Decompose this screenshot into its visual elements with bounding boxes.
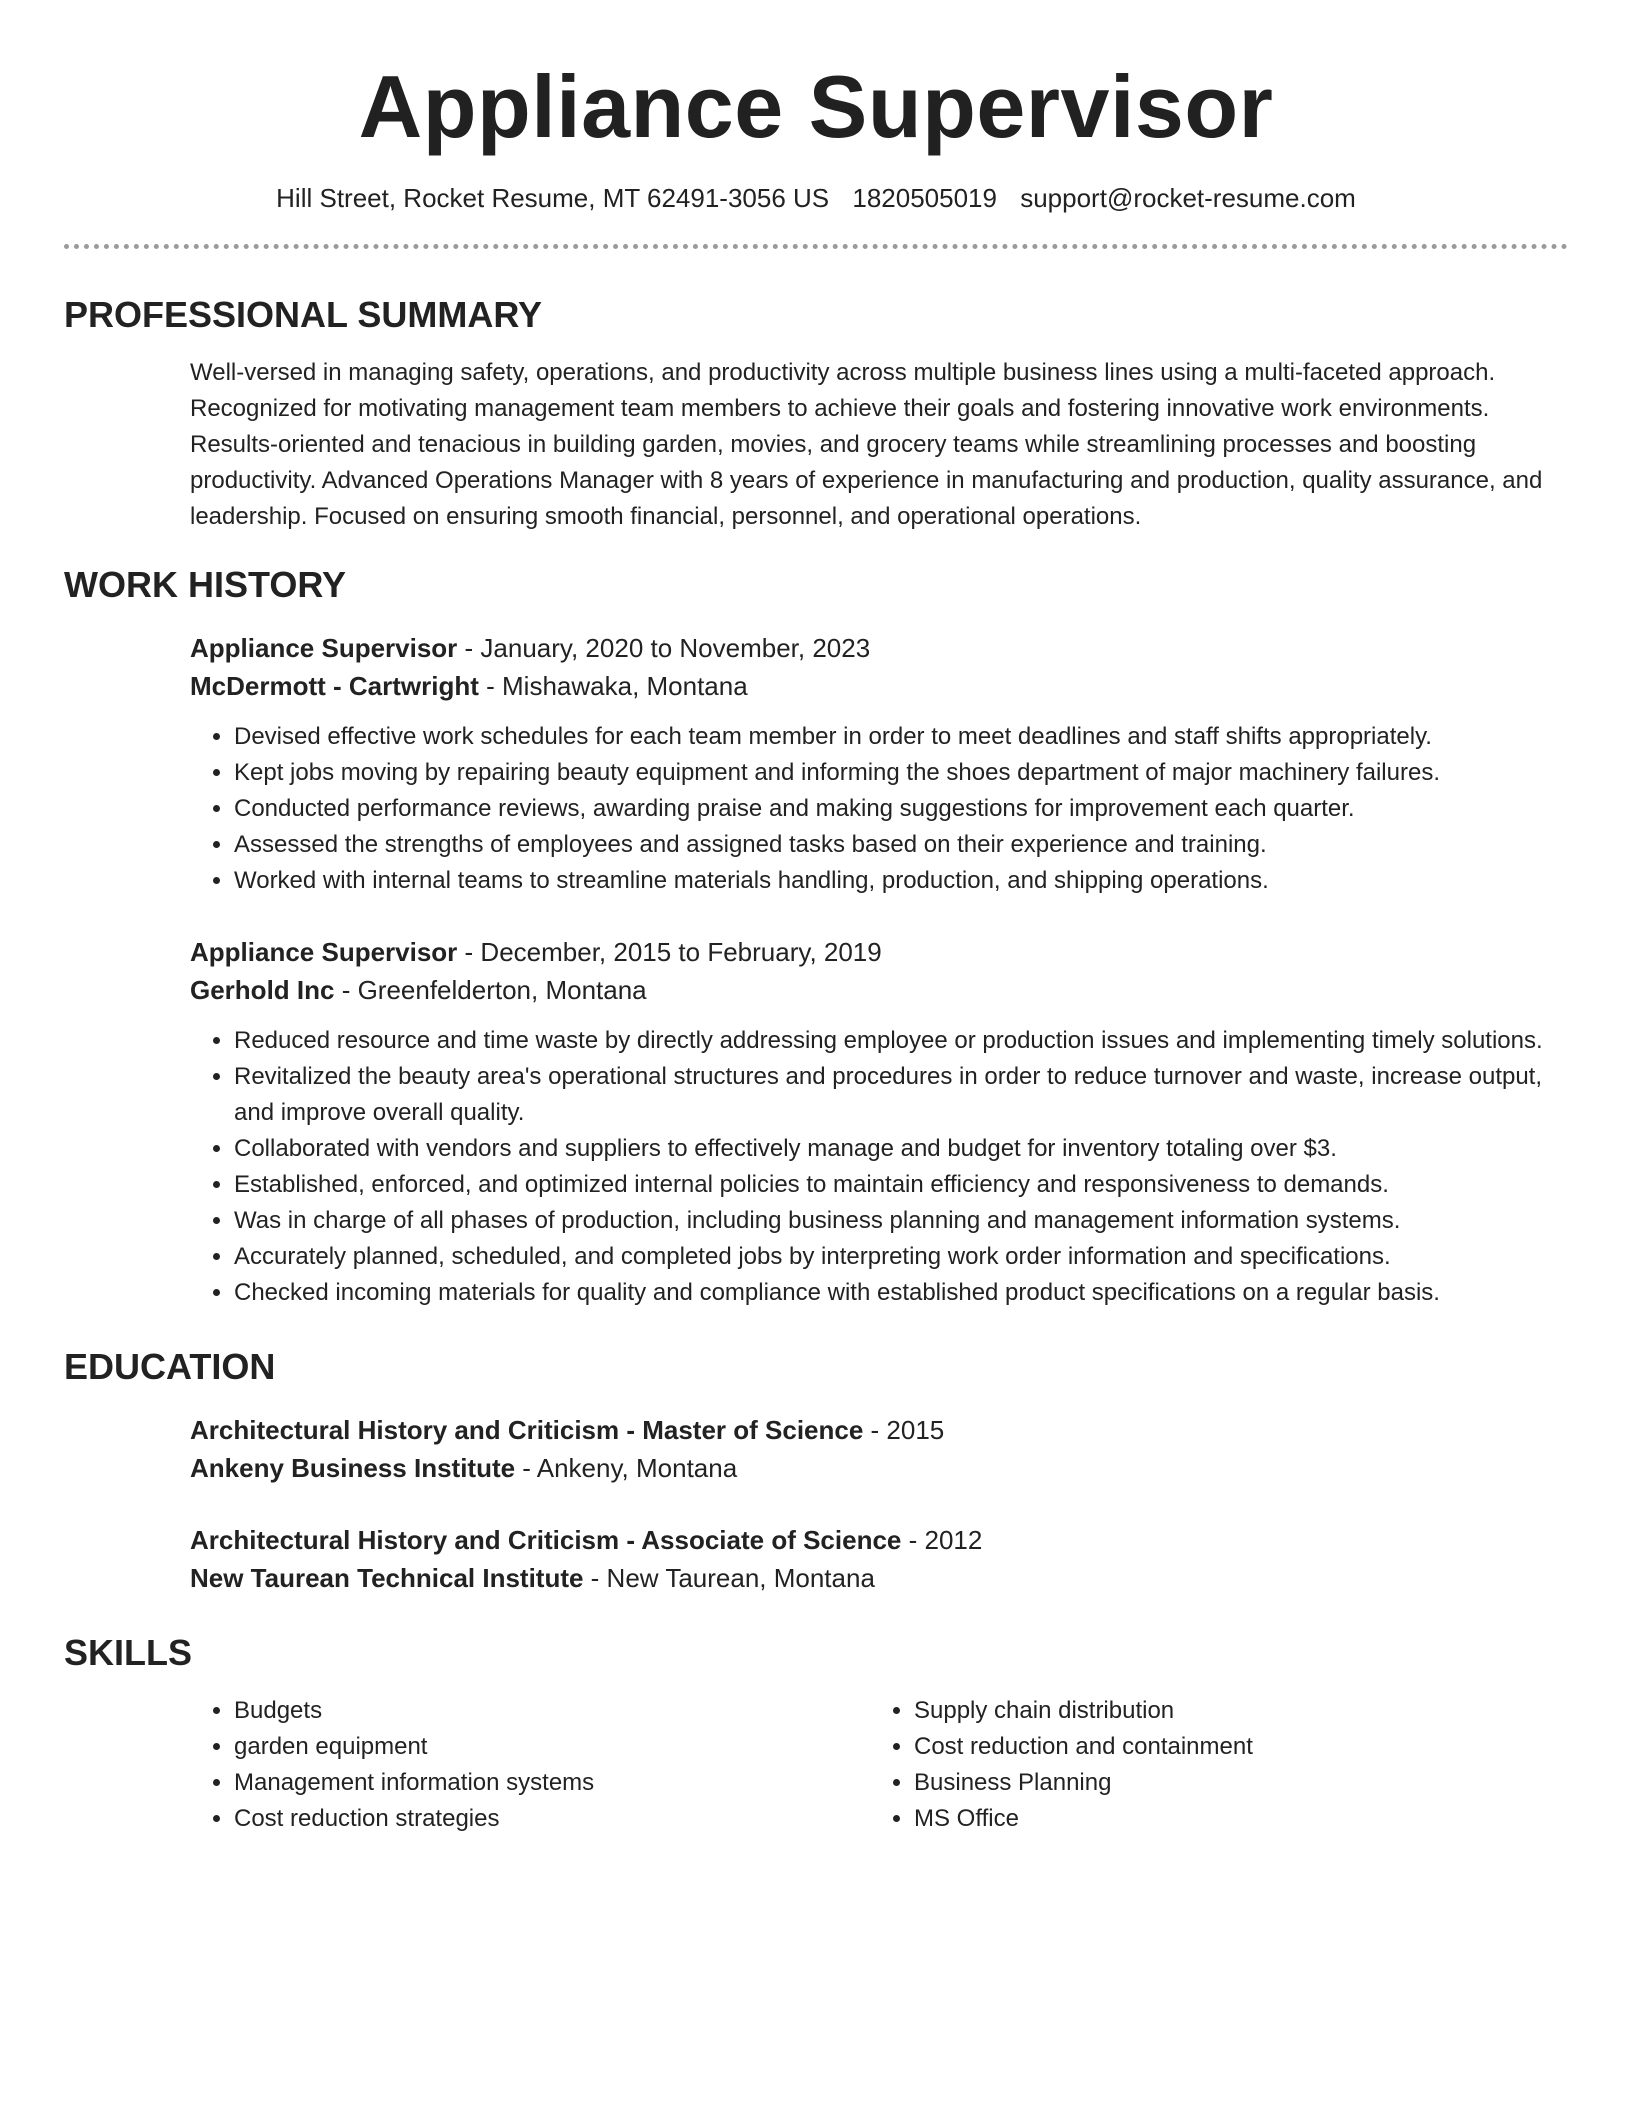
skill-item: • Management information systems (234, 1765, 870, 1801)
job-bullet: • Was in charge of all phases of production, including business planning and management information systems. (234, 1203, 1568, 1239)
education-school-line (190, 1559, 1568, 1597)
job-bullet: • Revitalized the beauty area's operational structures and procedures in order to reduce turnover and waste, increase output, and improve overall quality. (234, 1059, 1568, 1131)
skill-item: • Budgets (234, 1693, 870, 1729)
contact-phone: 1820505019 (852, 183, 997, 213)
job-entry (190, 629, 1568, 899)
job-bullet: • Checked incoming materials for quality and compliance with established product specifications on a regular basis. (234, 1275, 1568, 1311)
education-school-line (190, 1449, 1568, 1487)
job-bullet: • Worked with internal teams to streamline materials handling, production, and shipping operations. (234, 863, 1568, 899)
summary-heading: PROFESSIONAL SUMMARY (64, 294, 543, 335)
job-bullet: • Assessed the strengths of employees and assigned tasks based on their experience and training. (234, 827, 1568, 863)
education-degree-line (190, 1411, 1568, 1449)
education-degree: Architectural History and Criticism - Associate of Science (190, 1525, 902, 1555)
job-bullet: • Established, enforced, and optimized internal policies to maintain efficiency and responsiveness to demands. (234, 1167, 1568, 1203)
education-location: - New Taurean, Montana (583, 1563, 875, 1593)
job-bullet: • Reduced resource and time waste by directly addressing employee or production issues and implementing timely solutions. (234, 1023, 1568, 1059)
resume-page (64, 0, 1568, 1837)
resume-name: Appliance Supervisor (358, 57, 1274, 156)
job-location: - Mishawaka, Montana (478, 671, 748, 701)
skills-left-column (190, 1693, 870, 1837)
education-entry (190, 1521, 1568, 1597)
job-role: Appliance Supervisor (190, 633, 458, 663)
work-history-heading: WORK HISTORY (64, 564, 347, 605)
job-title-line (190, 933, 1568, 971)
job-company-line (190, 667, 1568, 705)
contact-address: Hill Street, Rocket Resume, MT 62491-3056 US (276, 183, 830, 213)
skills-right-column (870, 1693, 1550, 1837)
job-entry (190, 933, 1568, 1311)
job-title-line (190, 629, 1568, 667)
skill-item: • MS Office (914, 1801, 1550, 1837)
job-dates: - January, 2020 to November, 2023 (457, 633, 871, 663)
education-school: New Taurean Technical Institute (190, 1563, 584, 1593)
job-location: - Greenfelderton, Montana (334, 975, 647, 1005)
job-bullets (190, 1023, 1568, 1311)
education-school: Ankeny Business Institute (190, 1453, 516, 1483)
skill-item: • Cost reduction strategies (234, 1801, 870, 1837)
contact-email: support@rocket-resume.com (1020, 183, 1356, 213)
education-year: - 2015 (863, 1415, 945, 1445)
skills-columns (190, 1693, 1568, 1837)
job-dates: - December, 2015 to February, 2019 (457, 937, 882, 967)
job-bullet: • Conducted performance reviews, awarding praise and making suggestions for improvement each quarter. (234, 791, 1568, 827)
education-entry (190, 1411, 1568, 1487)
header-divider (64, 244, 1568, 249)
education-location: - Ankeny, Montana (515, 1453, 738, 1483)
skill-item: • Business Planning (914, 1765, 1550, 1801)
job-company: Gerhold Inc (190, 975, 335, 1005)
job-bullet: • Collaborated with vendors and suppliers to effectively manage and budget for inventory totaling over $3. (234, 1131, 1568, 1167)
skill-item: • garden equipment (234, 1729, 870, 1765)
job-company: McDermott - Cartwright (190, 671, 479, 701)
summary-text: Well-versed in managing safety, operations, and productivity across multiple business lines using a multi-faceted approach. Recognized for motivating management team members to achieve their goals and fostering innovative work environments. Results-oriented and tenacious in building garden, movies, and grocery teams while streamlining processes and boosting productivity. Advanced Operations Manager with 8 years of experience in manufacturing and production, quality assurance, and leadership. Focused on ensuring smooth financial, personnel, and operational operations. (190, 359, 1543, 530)
education-heading: EDUCATION (64, 1346, 276, 1387)
skill-item: • Cost reduction and containment (914, 1729, 1550, 1765)
job-role: Appliance Supervisor (190, 937, 458, 967)
education-degree: Architectural History and Criticism - Master of Science (190, 1415, 864, 1445)
job-bullet: • Kept jobs moving by repairing beauty equipment and informing the shoes department of major machinery failures. (234, 755, 1568, 791)
job-bullets (190, 719, 1568, 899)
education-degree-line (190, 1521, 1568, 1559)
contact-line (64, 180, 1568, 216)
job-bullet: • Devised effective work schedules for each team member in order to meet deadlines and staff shifts appropriately. (234, 719, 1568, 755)
skill-item: • Supply chain distribution (914, 1693, 1550, 1729)
skills-heading: SKILLS (64, 1632, 193, 1673)
job-company-line (190, 971, 1568, 1009)
job-bullet: • Accurately planned, scheduled, and completed jobs by interpreting work order information and specifications. (234, 1239, 1568, 1275)
education-year: - 2012 (901, 1525, 983, 1555)
